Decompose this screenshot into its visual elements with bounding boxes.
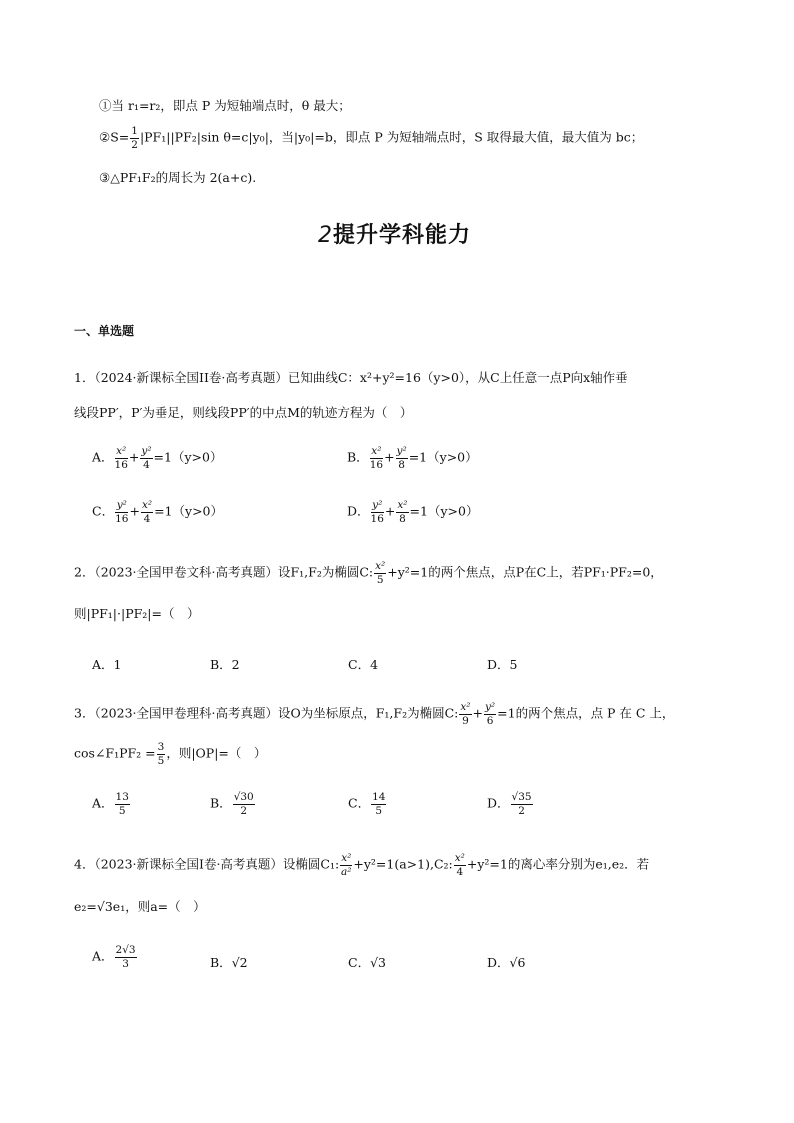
- fraction-denominator: 5: [375, 804, 383, 817]
- fraction-denominator: 3: [122, 957, 129, 970]
- question-text: 已知曲线C：x²+y²=16（y>0），从C上任意一点P向x轴作垂: [287, 370, 628, 385]
- section-title-text: 提升学科能力: [333, 223, 472, 248]
- question-2-option-d[interactable]: D．5: [487, 657, 518, 672]
- property-1: ①当 r₁=r₂，即点 P 为短轴端点时，θ 最大；: [99, 98, 351, 113]
- fraction-denominator: 2: [131, 138, 138, 151]
- option-label: D．: [487, 955, 510, 970]
- question-3-option-b[interactable]: [210, 792, 256, 816]
- question-1-option-a[interactable]: A． $\frac{\text{x²}}{16}$ + $\frac{\text{y²}}{4}$ =1（y>0）: [92, 445, 223, 471]
- fraction-denominator: 16: [370, 512, 384, 525]
- option-label: A．: [92, 795, 114, 811]
- question-3-option-c[interactable]: [348, 792, 387, 816]
- fraction-denominator: 8: [399, 512, 406, 525]
- fraction-denominator: 2: [240, 804, 248, 817]
- option-tail: =1（y>0）: [154, 503, 223, 519]
- option-label: A．: [92, 449, 114, 465]
- fraction-numerator: x²: [116, 445, 127, 457]
- question-3-line-2: [74, 742, 266, 766]
- property-2-fraction: [130, 126, 139, 150]
- fraction-numerator: y²: [372, 499, 383, 511]
- question-text: 设F₁,F₂为椭圆C:: [277, 564, 374, 580]
- fraction-numerator: x²: [341, 852, 352, 864]
- question-4-option-c[interactable]: [348, 953, 386, 971]
- option-label: C．: [92, 503, 115, 519]
- question-4-option-a[interactable]: [92, 945, 138, 969]
- fraction-numerator: 3: [157, 741, 165, 753]
- question-source: （2023·全国甲卷理科·高考真题）: [94, 705, 278, 721]
- question-4-line-1: 4．（2023·新课标全国I卷·高考真题）设椭圆C₁: $\frac{\text{x²}}{\text{a²}}$ +y²=1(a>1),C₂: $\frac{\text{x²}}{4}$ +y²=1的离心率分别为e₁,e₂．若: [74, 852, 650, 878]
- single-choice-header: 一、单选题: [74, 324, 135, 338]
- option-value: √2: [231, 955, 248, 970]
- option-label: B．: [347, 449, 369, 465]
- option-tail: =1（y>0）: [409, 503, 479, 519]
- fraction-denominator: 5: [376, 573, 384, 586]
- question-4-line-2: e₂=√3e₁，则a=（ ）: [74, 899, 206, 914]
- option-label: B．: [210, 795, 232, 811]
- question-number: 4: [74, 856, 82, 872]
- question-1-line-2: 线段PP′，P′为垂足，则线段PP′的中点M的轨迹方程为（ ）: [74, 405, 413, 420]
- property-2-prefix: ②S=: [99, 129, 130, 145]
- question-source: （2024·新课标全国II卷·高考真题）: [94, 370, 288, 385]
- fraction-numerator: 13: [115, 791, 129, 803]
- question-number: 1: [74, 370, 82, 385]
- option-tail: =1（y>0）: [153, 449, 223, 465]
- option-label: A．: [92, 948, 114, 964]
- question-text: 设椭圆C₁:: [282, 856, 340, 872]
- fraction-numerator: 14: [372, 791, 386, 803]
- question-number: 3: [74, 705, 82, 721]
- fraction-numerator: x²: [371, 445, 382, 457]
- fraction-numerator: y²: [116, 499, 127, 511]
- option-value: √6: [509, 955, 526, 970]
- section-title: [318, 218, 471, 249]
- question-1-option-d[interactable]: D． $\frac{\text{y²}}{16}$ + $\frac{\text{x²}}{8}$ =1（y>0）: [347, 499, 479, 525]
- fraction-denominator: 5: [157, 754, 165, 767]
- question-1-line-1: 1．（2024·新课标全国II卷·高考真题）已知曲线C：x²+y²=16（y>0），从C上任意一点P向x轴作垂: [74, 370, 628, 385]
- fraction-denominator: 16: [369, 458, 384, 471]
- question-text: =1的两个焦点，点 P 在 C 上，: [497, 705, 675, 721]
- question-2-option-a[interactable]: A．1: [92, 657, 122, 672]
- question-2-line-1: 2．（2023·全国甲卷文科·高考真题）设F₁,F₂为椭圆C: $\frac{\text{x²}}{5}$ +y²=1的两个焦点，点P在C上，若PF₁·PF₂=0，: [74, 560, 663, 586]
- question-3-option-a[interactable]: [92, 792, 131, 816]
- fraction-denominator: 9: [462, 714, 469, 727]
- question-2-option-b[interactable]: B．2: [210, 657, 240, 672]
- question-text: +y²=1(a>1),C₂:: [353, 856, 453, 872]
- option-label: D．: [347, 503, 370, 519]
- question-number: 2: [74, 564, 82, 580]
- option-label: C．: [348, 955, 371, 970]
- fraction-numerator: x²: [375, 560, 386, 572]
- question-2-option-c[interactable]: C．4: [348, 657, 379, 672]
- property-2-suffix: |PF₁||PF₂|sin θ=c|y₀|，当|y₀|=b，即点 P 为短轴端点时，S 取得最大值，最大值为 bc；: [139, 129, 644, 145]
- fraction-numerator: x²: [454, 852, 465, 864]
- option-label: B．: [210, 955, 232, 970]
- question-source: （2023·全国甲卷文科·高考真题）: [94, 564, 278, 580]
- question-3-option-d[interactable]: [487, 792, 534, 816]
- fraction-denominator: 6: [486, 714, 494, 727]
- fraction-numerator: √30: [233, 791, 254, 803]
- fraction-numerator: x²: [141, 499, 153, 511]
- question-text: +y²=1的两个焦点，点P在C上，若PF₁·PF₂=0，: [387, 564, 663, 580]
- fraction-numerator: y²: [484, 701, 496, 713]
- fraction-numerator: y²: [396, 445, 407, 457]
- fraction-numerator: 1: [131, 125, 138, 137]
- question-text: +y²=1的离心率分别为e₁,e₂．若: [466, 856, 650, 872]
- fraction-numerator: 2√3: [115, 944, 136, 956]
- question-2-line-2: 则|PF₁|·|PF₂|=（ ）: [74, 606, 200, 621]
- question-text: cos∠F₁PF₂ =: [74, 745, 156, 761]
- question-4-option-b[interactable]: [210, 953, 248, 971]
- section-title-number: 2: [318, 223, 333, 248]
- question-3-line-1: 3．（2023·全国甲卷理科·高考真题）设O为坐标原点，F₁,F₂为椭圆C: $\frac{\text{x²}}{9}$ + $\frac{\text{y²}}{6}$ =1的两个焦点，点 P 在 C 上，: [74, 701, 675, 727]
- question-source: （2023·新课标全国I卷·高考真题）: [94, 856, 283, 872]
- fraction-denominator: 4: [456, 865, 464, 878]
- fraction-numerator: x²: [397, 499, 408, 511]
- fraction-denominator: 4: [143, 458, 150, 471]
- fraction-denominator: 5: [118, 804, 126, 817]
- fraction-denominator: 16: [115, 512, 129, 525]
- option-label: C．: [348, 795, 371, 811]
- option-value: √3: [370, 955, 386, 970]
- fraction-denominator: 8: [398, 458, 405, 471]
- fraction-denominator: 16: [114, 458, 128, 471]
- question-1-option-b[interactable]: B． $\frac{\text{x²}}{16}$ + $\frac{\text{y²}}{8}$ =1（y>0）: [347, 445, 478, 471]
- fraction-denominator: 2: [518, 804, 525, 817]
- question-text: 设O为坐标原点，F₁,F₂为椭圆C:: [277, 705, 459, 721]
- option-label: D．: [487, 795, 510, 811]
- fraction-numerator: x²: [460, 701, 471, 713]
- property-3: ③△PF₁F₂的周长为 2(a+c).: [99, 170, 257, 185]
- fraction-numerator: y²: [141, 445, 152, 457]
- property-2: [99, 126, 643, 150]
- fraction-denominator: 4: [143, 512, 151, 525]
- fraction-denominator: a²: [341, 865, 352, 878]
- option-tail: =1（y>0）: [408, 449, 478, 465]
- question-text: ，则|OP|=（ ）: [166, 745, 267, 761]
- question-1-option-c[interactable]: C． $\frac{\text{y²}}{16}$ + $\frac{\text{x²}}{4}$ =1（y>0）: [92, 499, 223, 525]
- question-4-option-d[interactable]: [487, 953, 525, 971]
- fraction-numerator: √35: [511, 791, 532, 803]
